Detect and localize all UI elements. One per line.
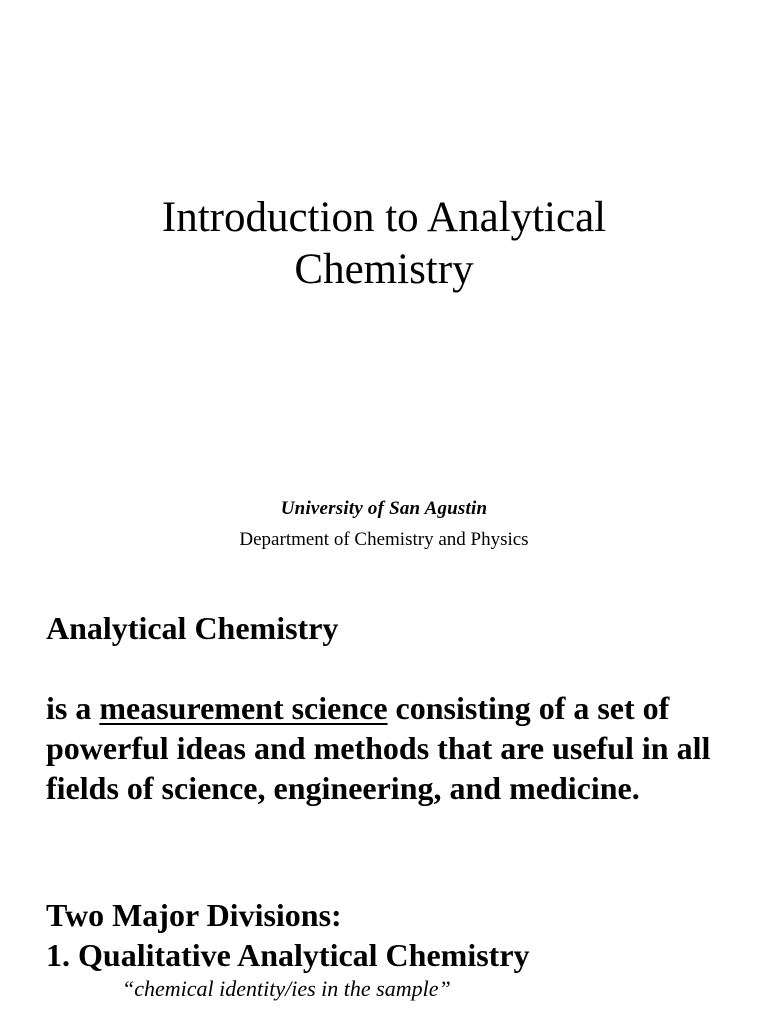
department-name: Department of Chemistry and Physics (239, 529, 529, 550)
title-line-1: Introduction to Analytical (161, 194, 607, 241)
division-item-1: 1. Qualitative Analytical Chemistry (46, 937, 530, 973)
definition-prefix: is a (46, 690, 100, 726)
divisions-heading: Two Major Divisions: (46, 897, 342, 933)
title-line-2: Chemistry (294, 246, 474, 293)
definition-rest: consisting of a set of powerful ideas and methods that are useful in all fields of science, engineering, and medicine. (46, 690, 711, 806)
definition-term: measurement science (99, 690, 388, 726)
division-1-note: “chemical identity/ies in the sample” (122, 976, 451, 1001)
divisions-block (46, 895, 746, 975)
definition-paragraph (46, 688, 746, 808)
university-name: University of San Agustin (280, 498, 488, 519)
section-heading: Analytical Chemistry (46, 610, 339, 646)
page-title (0, 192, 768, 296)
